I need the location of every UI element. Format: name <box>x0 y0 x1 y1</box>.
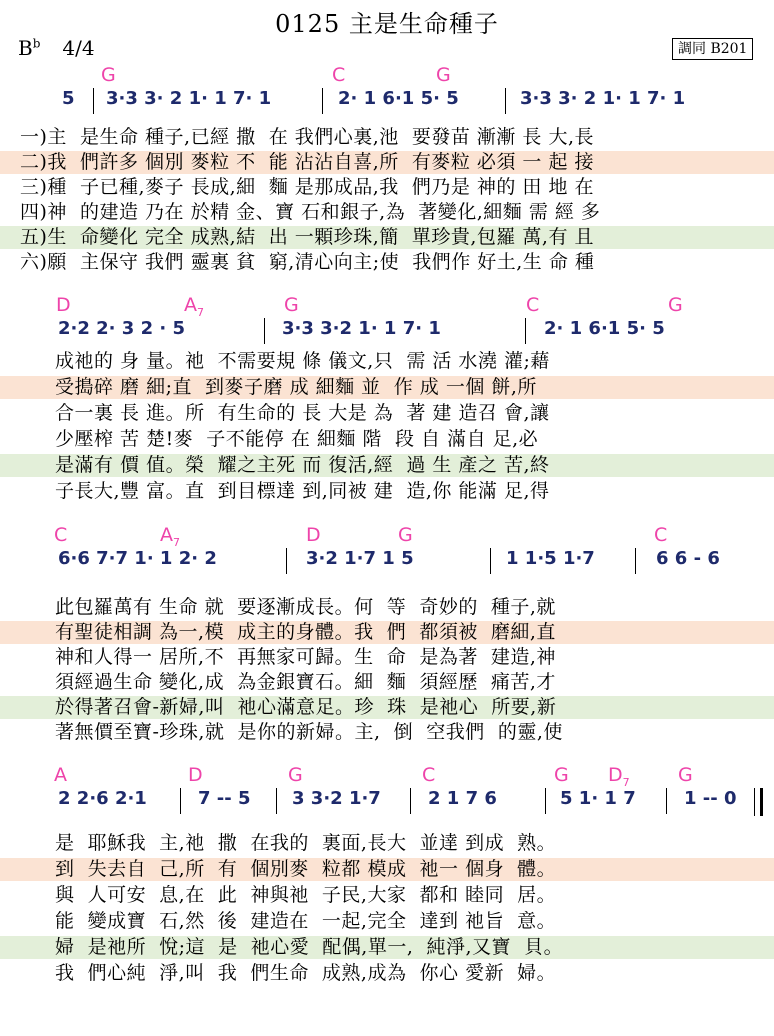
measure-notes: 2· 1 6·1 5· 5 <box>544 318 665 339</box>
chord: G <box>398 524 413 546</box>
lyric-line: 於得著召會-新婦,叫 祂心滿意足。珍 珠 是祂心 所要,新 <box>0 696 774 719</box>
lyric-line: 有聖徒相調 為一,模 成主的身體。我 們 都須被 磨細,直 <box>0 621 774 644</box>
measure-notes: 3·3 3·2 1· 1 7· 1 <box>282 318 441 339</box>
chord: C <box>54 524 68 546</box>
chord: D <box>56 294 71 316</box>
system-1 <box>0 64 774 273</box>
chord: G <box>668 294 683 316</box>
chord: $A_7$ <box>160 524 180 549</box>
final-barline-thin <box>754 788 755 816</box>
lyric-line: 四)神 的建造 乃在 於精 金、寶 石和銀子,為 著變化,細麵 需 經 多 <box>20 201 601 223</box>
measure-notes: 6 6 - 6 <box>656 548 720 569</box>
final-barline-thick <box>760 788 763 816</box>
measure-notes: 7 -- 5 <box>198 788 251 809</box>
notation-row-2 <box>0 318 774 352</box>
chord: D <box>306 524 321 546</box>
measure-notes: 1 -- 0 <box>684 788 737 809</box>
barline <box>525 318 526 344</box>
chord-row-4 <box>0 764 774 790</box>
lyric-line: 我 們心純 淨,叫 我 們生命 成熟,成為 你心 愛新 婦。 <box>55 962 557 984</box>
system-3 <box>0 524 774 754</box>
lyric-line: 與 人可安 息,在 此 神與祂 子民,大家 都和 睦同 居。 <box>55 884 557 906</box>
lyric-line: 此包羅萬有 生命 就 要逐漸成長。何 等 奇妙的 種子,就 <box>55 596 556 618</box>
notation-row-4 <box>0 788 774 822</box>
barline <box>264 318 265 344</box>
chord: $D_7$ <box>608 764 630 789</box>
measure-notes: 6·6 7·7 1· 1 2· 2 <box>58 548 217 569</box>
barline <box>276 788 277 814</box>
chord: G <box>554 764 569 786</box>
song-title: 0125 主是生命種子 <box>275 10 499 38</box>
notation-row-3 <box>0 548 774 582</box>
barline <box>93 88 94 114</box>
lyric-line: 是滿有 價 值。榮 耀之主死 而 復活,經 過 生 產之 苦,終 <box>0 454 774 477</box>
chord: $A_7$ <box>184 294 204 319</box>
time-signature: 4/4 <box>62 36 95 60</box>
barline <box>286 548 287 574</box>
chord: A <box>54 764 67 786</box>
barline <box>410 788 411 814</box>
lyric-line: 神和人得一 居所,不 再無家可歸。生 命 是為著 建造,神 <box>55 646 556 668</box>
chord: C <box>422 764 436 786</box>
measure-notes: 2 2·6 2·1 <box>58 788 147 809</box>
chord-row-1 <box>0 64 774 90</box>
measure-notes: 3·2 1·7 1 5 <box>306 548 414 569</box>
lyric-line: 是 耶穌我 主,祂 撒 在我的 裏面,長大 並達 到成 熟。 <box>55 832 557 854</box>
key-letter: B <box>18 36 33 60</box>
key-flat: b <box>32 36 41 51</box>
barline <box>505 88 506 114</box>
system-2 <box>0 294 774 520</box>
lyric-line: 三)種 子已種,麥子 長成,細 麵 是那成品,我 們乃是 神的 田 地 在 <box>20 176 595 198</box>
measure-notes: 3·3 3· 2 1· 1 7· 1 <box>106 88 272 109</box>
chord: G <box>288 764 303 786</box>
chord-row-3 <box>0 524 774 550</box>
measure-notes: 2· 1 6·1 5· 5 <box>338 88 459 109</box>
lyric-line: 受搗碎 磨 細;直 到麥子磨 成 細麵 並 作 成 一個 餅,所 <box>0 376 774 399</box>
barline <box>490 548 491 574</box>
chord: C <box>526 294 540 316</box>
chord: G <box>678 764 693 786</box>
chord: C <box>654 524 668 546</box>
pickup-notes: 5 <box>62 88 75 109</box>
chord: G <box>284 294 299 316</box>
lyric-line: 二)我 們許多 個別 麥粒 不 能 沾沾自喜,所 有麥粒 必須 一 起 接 <box>0 151 774 174</box>
measure-notes: 3 3·2 1·7 <box>292 788 381 809</box>
lyric-line: 婦 是祂所 悅;這 是 祂心愛 配偶,單一, 純淨,又寶 貝。 <box>0 936 774 959</box>
lyric-line: 能 變成寶 石,然 後 建造在 一起,完全 達到 祂旨 意。 <box>55 910 557 932</box>
barline <box>322 88 323 114</box>
system-4 <box>0 764 774 996</box>
chord: C <box>332 64 346 86</box>
measure-notes: 3·3 3· 2 1· 1 7· 1 <box>520 88 686 109</box>
tune-reference: 調同 B201 <box>672 38 753 60</box>
lyric-line: 著無價至寶-珍珠,就 是你的新婦。主, 倒 空我們 的靈,使 <box>55 721 563 743</box>
barline <box>180 788 181 814</box>
lyric-line: 子長大,豐 富。直 到目標達 到,同被 建 造,你 能滿 足,得 <box>55 480 550 502</box>
chord: G <box>101 64 116 86</box>
barline <box>635 548 636 574</box>
measure-notes: 1 1·5 1·7 <box>506 548 595 569</box>
lyric-line: 到 失去自 己,所 有 個別麥 粒都 模成 祂一 個身 體。 <box>0 858 774 881</box>
lyric-line: 成祂的 身 量。祂 不需要規 條 儀文,只 需 活 水澆 灌;藉 <box>55 350 550 372</box>
measure-notes: 5 1· 1 7 <box>560 788 636 809</box>
lyric-line: 須經過生命 變化,成 為金銀寶石。細 麵 須經歷 痛苦,才 <box>55 671 556 693</box>
lyric-line: 一)主 是生命 種子,已經 撒 在 我們心裏,池 要發苗 漸漸 長 大,長 <box>20 126 595 148</box>
lyric-line: 五)生 命變化 完全 成熟,結 出 一顆珍珠,簡 單珍貴,包羅 萬,有 且 <box>0 226 774 249</box>
chord: D <box>188 764 203 786</box>
barline <box>545 788 546 814</box>
lyric-line: 少壓榨 苦 楚!麥 子不能停 在 細麵 階 段 自 滿自 足,必 <box>55 428 539 450</box>
measure-notes: 2·2 2· 3 2 · 5 <box>58 318 185 339</box>
lyric-line: 六)願 主保守 我們 靈裏 貧 窮,清心向主;使 我們作 好土,生 命 種 <box>20 251 595 273</box>
lyric-line: 合一裏 長 進。所 有生命的 長 大是 為 著 建 造召 會,讓 <box>55 402 550 424</box>
notation-row-1 <box>0 88 774 122</box>
barline <box>666 788 667 814</box>
chord-row-2 <box>0 294 774 320</box>
key-signature <box>18 36 95 60</box>
chord: G <box>436 64 451 86</box>
measure-notes: 2 1 7 6 <box>428 788 497 809</box>
